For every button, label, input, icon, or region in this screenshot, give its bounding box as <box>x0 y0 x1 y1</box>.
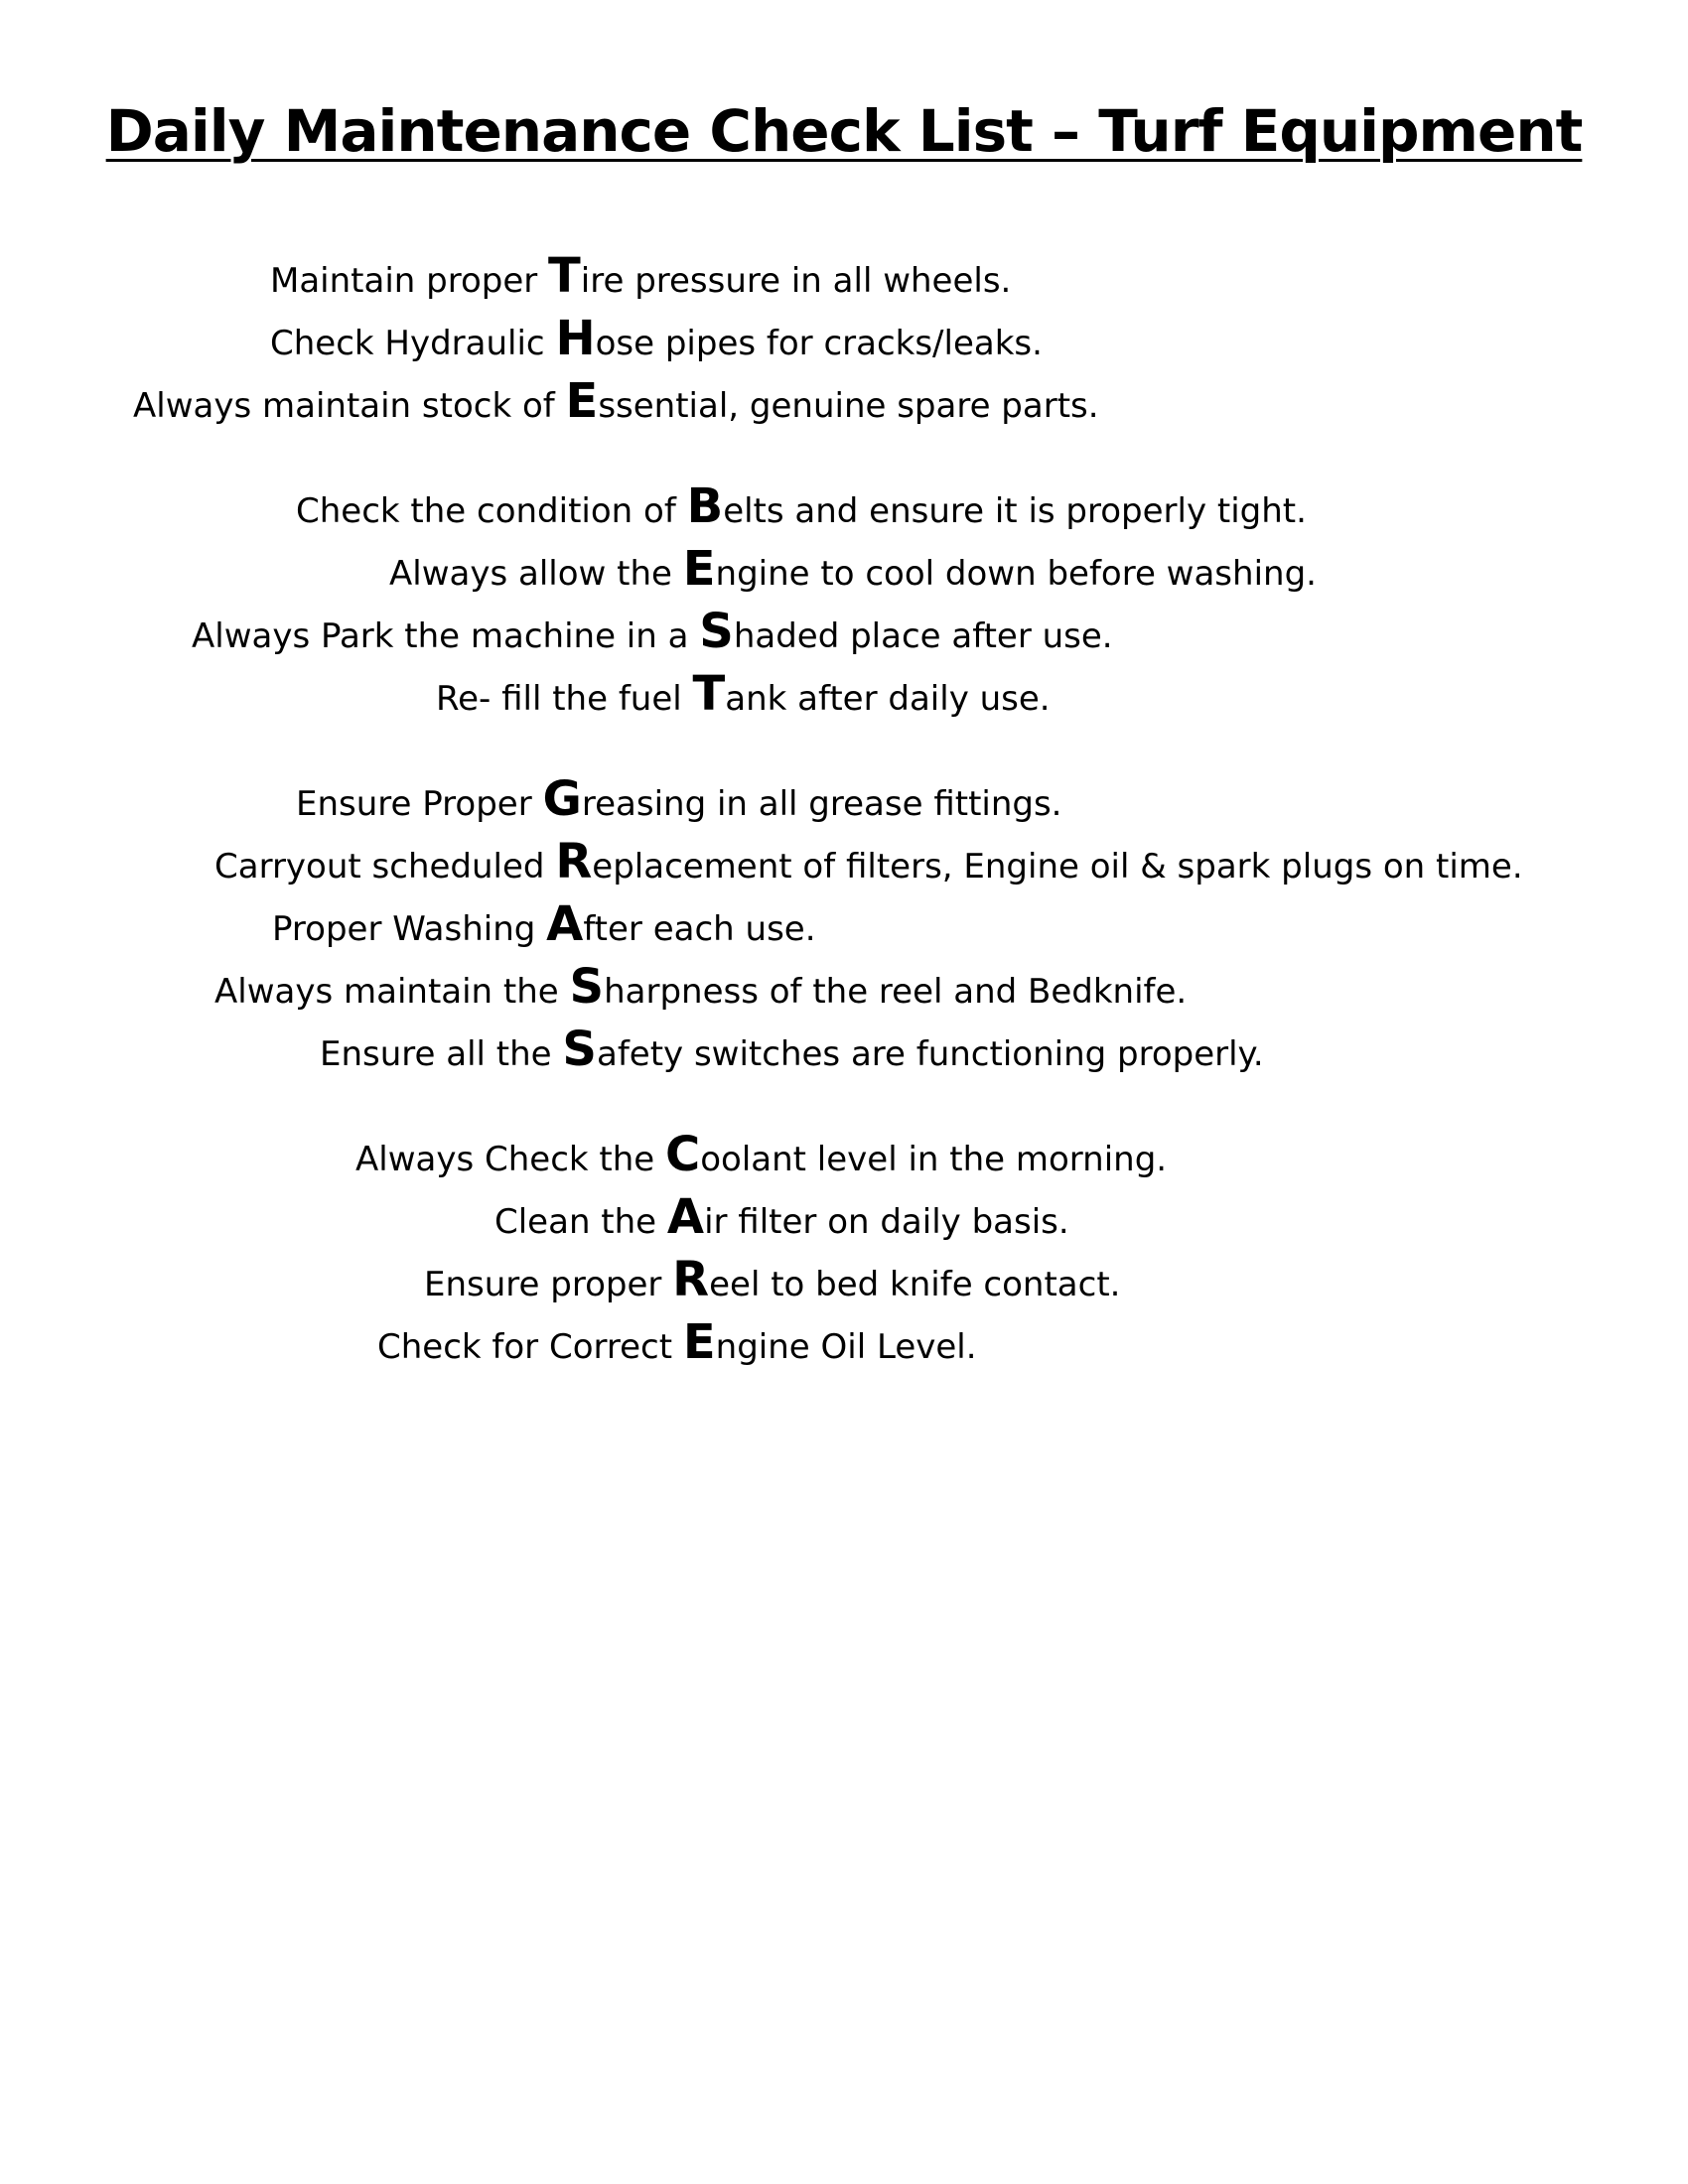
checklist-line: Carryout scheduled Replacement of filters, Engine oil & spark plugs on time. <box>214 834 1523 889</box>
acrostic-letter: H <box>555 311 596 366</box>
acrostic-letter: S <box>699 604 734 659</box>
checklist-line: Always maintain stock of Essential, genuine spare parts. <box>133 373 1099 429</box>
acrostic-letter: E <box>682 1314 716 1370</box>
checklist-line: Proper Washing After each use. <box>272 896 816 952</box>
checklist-line: Always allow the Engine to cool down before washing. <box>389 541 1317 597</box>
acrostic-letter: E <box>565 373 599 429</box>
checklist-line: Clean the Air filter on daily basis. <box>494 1189 1069 1245</box>
acrostic-letter: B <box>686 478 724 534</box>
acrostic-letter: S <box>562 1022 597 1077</box>
checklist-line: Check the condition of Belts and ensure it is properly tight. <box>296 478 1307 534</box>
page-title: Daily Maintenance Check List – Turf Equipment <box>105 97 1583 165</box>
checklist-line: Re- fill the fuel Tank after daily use. <box>436 666 1051 722</box>
checklist-line: Check Hydraulic Hose pipes for cracks/leaks. <box>270 311 1043 366</box>
acrostic-letter: E <box>682 541 716 597</box>
acrostic-letter: T <box>548 248 581 304</box>
checklist-line: Check for Correct Engine Oil Level. <box>377 1314 977 1370</box>
acrostic-letter: T <box>692 666 726 722</box>
acrostic-letter: R <box>672 1252 710 1307</box>
acrostic-letter: A <box>546 896 584 952</box>
acrostic-letter: R <box>555 834 593 889</box>
checklist-line: Ensure proper Reel to bed knife contact. <box>424 1252 1121 1307</box>
checklist-line: Always Park the machine in a Shaded place after use. <box>192 604 1113 659</box>
acrostic-letter: S <box>569 959 605 1015</box>
checklist-line: Ensure Proper Greasing in all grease fittings. <box>296 771 1062 827</box>
acrostic-letter: A <box>666 1189 705 1245</box>
checklist-line: Maintain proper Tire pressure in all wheels. <box>270 248 1012 304</box>
checklist-line: Always Check the Coolant level in the morning. <box>355 1127 1168 1182</box>
checklist-line: Always maintain the Sharpness of the reel and Bedknife. <box>214 959 1188 1015</box>
acrostic-letter: G <box>542 771 582 827</box>
acrostic-letter: C <box>665 1127 701 1182</box>
checklist-line: Ensure all the Safety switches are functioning properly. <box>320 1022 1264 1077</box>
